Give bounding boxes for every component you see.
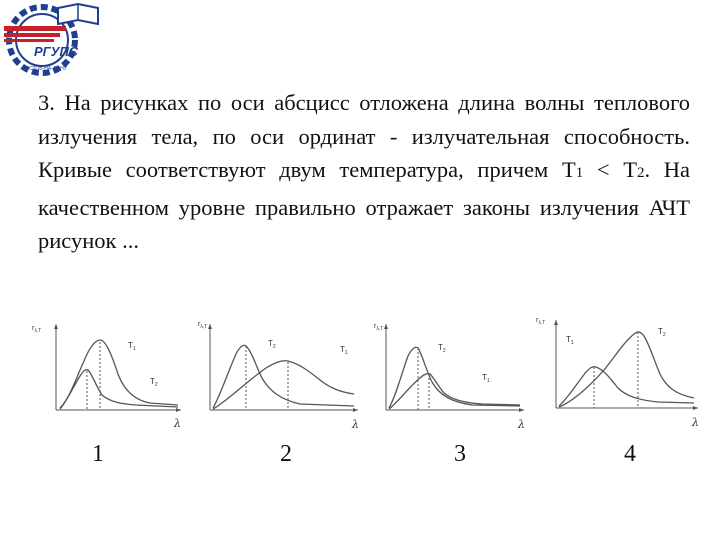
- curve-label-t1: $T_1$: [128, 341, 136, 352]
- figure-4-number[interactable]: 4: [624, 441, 636, 467]
- question-text-middle: < Т: [583, 157, 637, 182]
- curve-t2: [213, 345, 354, 408]
- x-axis-label: λ: [518, 418, 525, 431]
- figure-2-number[interactable]: 2: [280, 441, 292, 467]
- curve-label-t1: $T_1$: [566, 335, 574, 346]
- curve-label-t1: $T_1$: [482, 373, 490, 384]
- x-axis-label: λ: [352, 418, 359, 431]
- figure-2[interactable]: [196, 316, 366, 434]
- subscript-1: 1: [575, 165, 584, 181]
- figure-3[interactable]: [372, 316, 532, 434]
- figure-1-number[interactable]: 1: [92, 441, 104, 467]
- y-axis-label: $r_{\lambda,T}$: [374, 323, 384, 332]
- figure-4-plot: [534, 316, 704, 434]
- rgups-logo: [0, 0, 120, 82]
- subscript-2: 2: [636, 165, 645, 181]
- curve-t1: [559, 367, 694, 406]
- curve-label-t1: $T_1$: [340, 345, 348, 356]
- figure-1-plot: [26, 316, 186, 434]
- curve-label-t2: $T_2$: [658, 327, 666, 338]
- y-axis-label: $r_{\lambda,T}$: [198, 321, 208, 330]
- curve-label-t2: $T_2$: [438, 343, 446, 354]
- x-axis-label: λ: [174, 417, 181, 430]
- curve-t1: [213, 361, 354, 409]
- question-text-before: 3. На рисунках по оси абсцисс отложена длина волны теплового излучения тела, по оси ординат - излучательная способность. Кривые соответствуют двум температура, причем Т: [38, 90, 690, 182]
- curve-t2: [559, 332, 694, 407]
- figure-3-number[interactable]: 3: [454, 441, 466, 467]
- logo-ring-text: РОСТОВ-НА-ДОНУ: [22, 66, 67, 72]
- logo-text: РГУПС: [34, 44, 79, 59]
- question-text: [38, 86, 690, 258]
- curve-label-t2: $T_2$: [150, 377, 158, 388]
- curve-t1: [60, 340, 178, 408]
- figure-2-plot: [196, 316, 366, 434]
- figure-4[interactable]: [534, 316, 704, 434]
- curve-label-t2: $T_2$: [268, 339, 276, 350]
- y-axis-label: $r_{\lambda,T}$: [32, 325, 42, 334]
- y-axis-label: $r_{\lambda,T}$: [536, 317, 546, 326]
- figure-3-plot: [372, 316, 532, 434]
- curve-t1: [389, 374, 520, 409]
- x-axis-label: λ: [692, 416, 699, 429]
- figure-1[interactable]: [26, 316, 186, 434]
- question-text-after: . На качественном уровне правильно отражает законы излучения АЧТ рисунок ...: [38, 157, 690, 253]
